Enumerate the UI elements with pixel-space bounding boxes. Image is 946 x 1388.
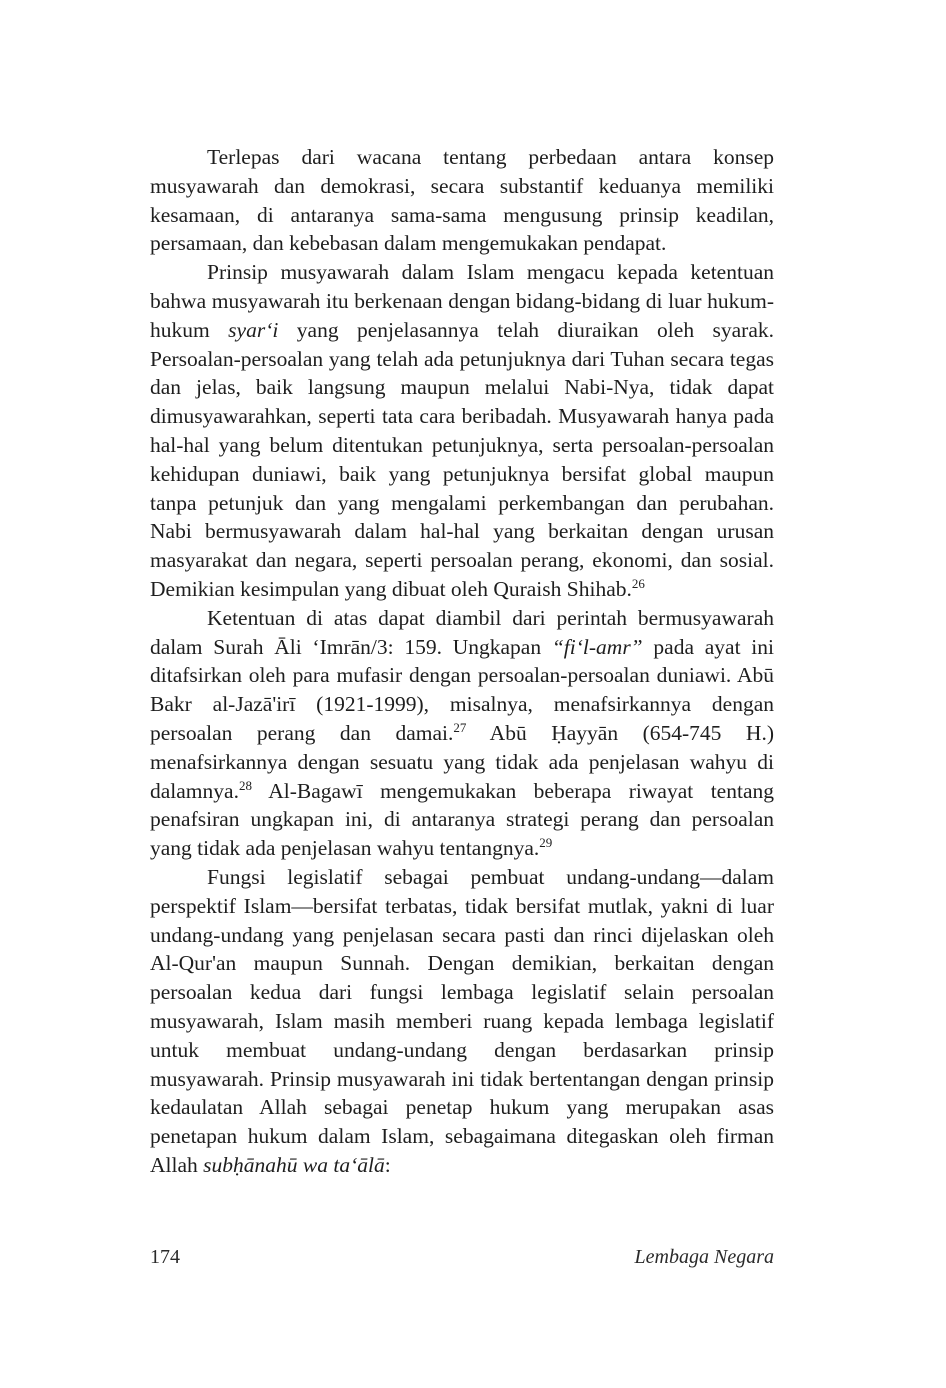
italic-run: subḥānahū wa ta‘ālā (203, 1152, 385, 1177)
text-run: Terlepas dari wacana tentang perbedaan antara konsep musyawarah dan demokrasi, secara substantif keduanya memiliki kesamaan, di antaranya sama-sama mengusung prinsip keadilan, persamaan, dan kebebasan dalam mengemukakan pendapat. (150, 145, 774, 256)
text-run: yang penjelasannya telah diuraikan oleh syarak. Persoalan-persoalan yang telah ada petunjuknya dari Tuhan secara tegas dan jelas, baik langsung maupun melalui Nabi-Nya, tidak dapat dimusyawarahkan, seperti tata cara beribadah. Musyawarah hanya pada hal-hal yang belum ditentukan petunjuknya, serta persoalan-persoalan kehidupan duniawi, baik yang petunjuknya bersifat global maupun tanpa petunjuk dan yang mengalami perkembangan dan perubahan. Nabi bermusyawarah dalam hal-hal yang berkaitan dengan urusan masyarakat dan negara, seperti persoalan perang, ekonomi, dan sosial. Demikian kesimpulan yang dibuat oleh Quraish Shihab. (150, 317, 774, 601)
text-run: Al-Bagawī mengemukakan beberapa riwayat tentang penafsiran ungkapan ini, di antaranya strategi perang dan persoalan yang tidak ada penjelasan wahyu tentangnya. (150, 778, 774, 861)
text-block (150, 143, 774, 1180)
text-run: pada ayat ini ditafsirkan oleh para mufasir dengan persoalan-persoalan duniawi. Abū Bakr al-Jazā'irī (1921-1999), misalnya, menafsirkannya dengan persoalan perang dan damai. (150, 634, 774, 745)
text-run: Ketentuan di atas dapat diambil dari perintah bermusyawarah dalam Surah Āli ‘Imrān/3: 159. Ungkapan (150, 605, 774, 659)
paragraph-1 (150, 143, 774, 258)
footer (150, 1246, 774, 1269)
text-run: Abū Ḥayyān (654-745 H.) menafsirkannya dengan sesuatu yang tidak ada penjelasan wahyu di dalamnya. (150, 720, 774, 803)
paragraph-4 (150, 863, 774, 1180)
paragraph-3 (150, 604, 774, 863)
footnote-ref: 29 (539, 834, 553, 850)
footnote-ref: 27 (453, 719, 467, 735)
paragraph-2 (150, 258, 774, 604)
text-run: Fungsi legislatif sebagai pembuat undang-undang—dalam perspektif Islam—bersifat terbatas, tidak bersifat mutlak, yakni di luar undang-undang yang penjelasan secara pasti dan rinci dijelaskan oleh Al-Qur'an maupun Sunnah. Dengan demikian, berkaitan dengan persoalan kedua dari fungsi lembaga legislatif selain persoalan musyawarah, Islam masih memberi ruang kepada lembaga legislatif untuk membuat undang-undang dengan berdasarkan prinsip musyawarah. Prinsip musyawarah ini tidak bertentangan dengan prinsip kedaulatan Allah sebagai penetap hukum yang merupakan asas penetapan hukum dalam Islam, sebagaimana ditegaskan oleh firman Allah (150, 864, 774, 1177)
footnote-ref: 28 (238, 777, 252, 793)
page-number: 174 (150, 1246, 180, 1268)
text-run: Prinsip musyawarah dalam Islam mengacu kepada ketentuan bahwa musyawarah itu berkenaan dengan bidang-bidang di luar hukum-hukum (150, 260, 774, 342)
text-run: : (384, 1152, 391, 1177)
italic-run: “fi‘l-amr” (551, 634, 643, 659)
italic-run: syar‘i (228, 317, 279, 342)
running-title: Lembaga Negara (634, 1246, 774, 1268)
footnote-ref: 26 (631, 575, 645, 591)
